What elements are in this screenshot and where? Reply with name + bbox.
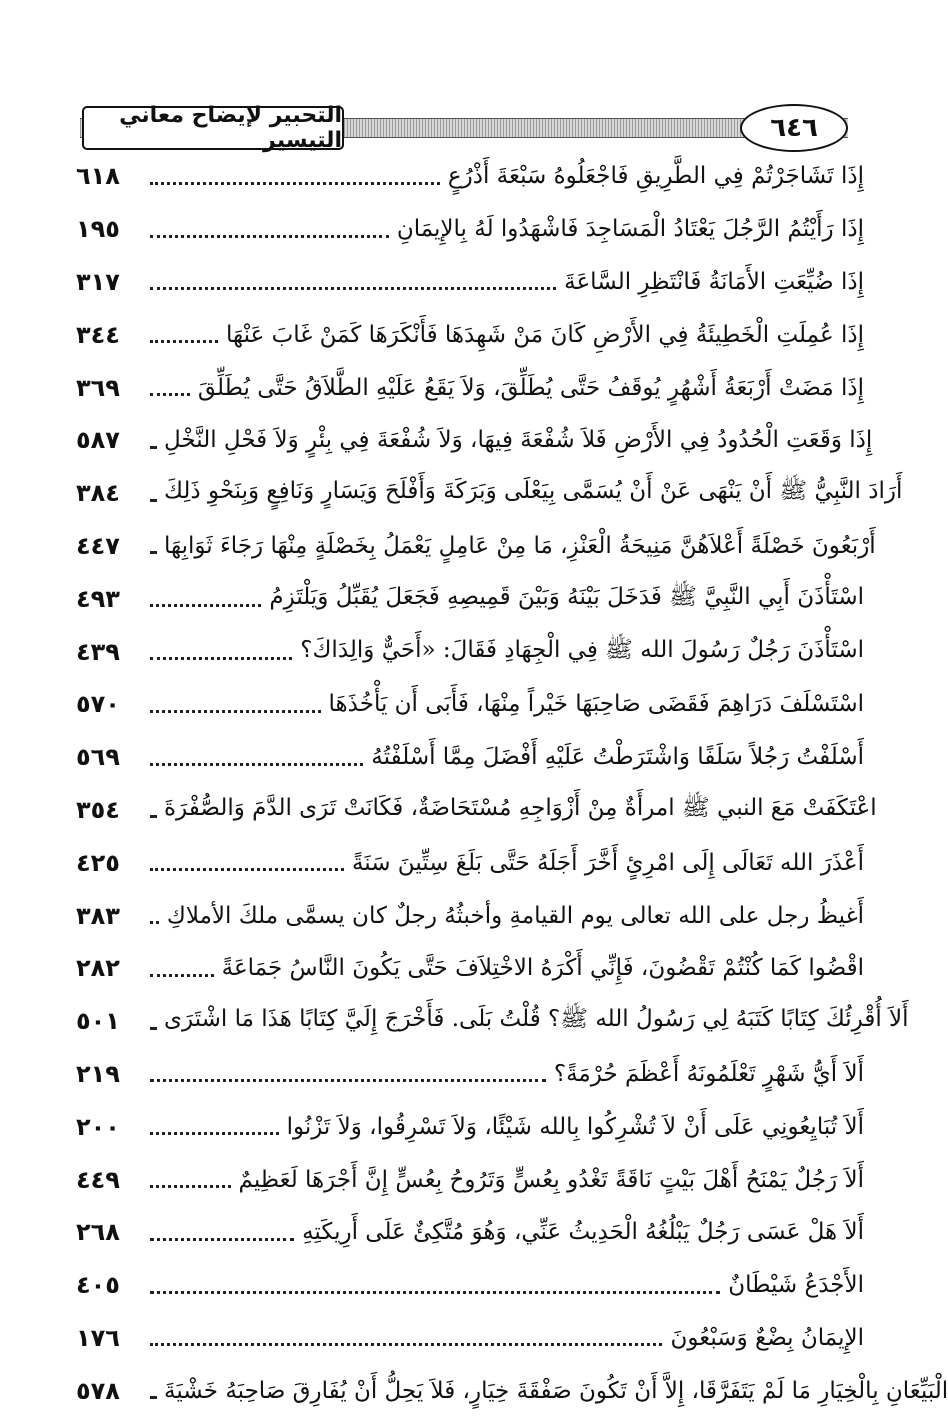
entry-page: ١٩٥ bbox=[76, 215, 120, 244]
page-number: ٦٤٦ bbox=[740, 104, 848, 152]
entry-page: ٥٦٩ bbox=[76, 743, 120, 772]
leader-dots bbox=[150, 1277, 720, 1294]
index-entry bbox=[76, 731, 864, 784]
index-entry bbox=[76, 1100, 864, 1153]
entry-text: إِذَا مَضَتْ أَرْبَعَةُ أَشْهُرٍ يُوقَفُ حَتَّى يُطَلِّقَ، وَلاَ يَقَعُ عَلَيْهِ الطَّلاَقُ حَتَّى يُطَلِّقَ bbox=[197, 374, 864, 401]
index-entry bbox=[76, 1153, 864, 1206]
index-entry bbox=[76, 784, 877, 837]
entry-page: ٦١٨ bbox=[76, 162, 120, 191]
leader-dots bbox=[150, 1382, 156, 1399]
leader-dots bbox=[150, 168, 440, 185]
leader-dots bbox=[150, 749, 363, 766]
index-entry bbox=[76, 308, 864, 361]
entry-page: ٤٢٥ bbox=[76, 848, 120, 877]
entry-text: أَغيظُ رجل على الله تعالى يوم القيامةِ وأخبثُهُ رجلٌ كان يسمَّى ملكَ الأملاكِ bbox=[166, 902, 864, 929]
leader-dots bbox=[150, 801, 156, 818]
leader-dots bbox=[150, 537, 156, 554]
entry-page: ٣٦٩ bbox=[76, 373, 120, 402]
leader-dots bbox=[150, 432, 156, 449]
index-entry bbox=[76, 203, 864, 256]
entry-text: إِذَا ضُيِّعَتِ الأَمَانَةُ فَانْتَظِرِ السَّاعَةَ bbox=[564, 268, 864, 295]
index-entry bbox=[76, 520, 876, 573]
leader-dots bbox=[150, 273, 556, 290]
index-entry bbox=[76, 995, 909, 1048]
entry-text: اسْتَسْلَفَ دَرَاهِمَ فَقَضَى صَاحِبَهَا خَيْراً مِنْهَا، فَأَبَى أَن يَأْخُذَهَا bbox=[328, 691, 864, 718]
entry-text: أَسْلَفْتُ رَجُلاً سَلَفًا وَاشْتَرَطْتُ عَلَيْهِ أَفْضَلَ مِمَّا أَسْلَفْتُهُ bbox=[371, 744, 864, 771]
entry-page: ٢٨٢ bbox=[76, 954, 120, 983]
entry-text: أَرَادَ النَّبِيُّ ﷺ أَنْ يَنْهَى عَنْ أَنْ يُسَمَّى بِيَعْلَى وَبَرَكَةَ وَأَفْلَحَ وَيَسَارٍ وَنَافِعٍ وَبِنَحْوِ ذَلِكَ bbox=[164, 478, 903, 505]
entry-text: أَلاَ تُبَايِعُونِي عَلَى أَنْ لاَ تُشْرِكُوا بِالله شَيْئًا، وَلاَ تَسْرِقُوا، وَلاَ تَزْنُوا bbox=[286, 1113, 864, 1140]
index-entry bbox=[76, 1206, 864, 1259]
entry-page: ٥٨٧ bbox=[76, 426, 120, 455]
leader-dots bbox=[150, 485, 156, 502]
entry-page: ٣٥٤ bbox=[76, 795, 120, 824]
entry-text: اعْتَكَفَتْ مَعَ النبي ﷺ امرأَةٌ مِنْ أَزْوَاجِهِ مُسْتَحَاضَةٌ، فَكَانَتْ تَرَى الدَّمَ وَالصُّفْرَةَ bbox=[164, 794, 877, 821]
entry-text: أَلاَ أُقْرِئُكَ كِتَابًا كَتَبَهُ لِي رَسُولُ الله ﷺ؟ قُلْتُ بَلَى. فَأَخْرَجَ إِلَيَّ كِتَابًا هَذَا مَا اشْتَرَى bbox=[164, 1006, 909, 1033]
entry-text: إِذَا رَأَيْتُمُ الرَّجُلَ يَعْتَادُ الْمَسَاجِدَ فَاشْهَدُوا لَهُ بِالإِيمَانِ bbox=[396, 216, 864, 243]
entry-text: أَعْذَرَ الله تَعَالَى إِلَى امْرِئٍ أَخَّرَ أَجَلَهُ حَتَّى بَلَغَ سِتِّينَ سَنَةً bbox=[351, 849, 864, 876]
entry-page: ٤٤٧ bbox=[76, 531, 120, 560]
entry-page: ٤٣٩ bbox=[76, 637, 120, 666]
entry-page: ٢١٩ bbox=[76, 1059, 120, 1088]
leader-dots bbox=[150, 379, 190, 396]
entry-page: ٤٩٣ bbox=[76, 584, 120, 613]
leader-dots bbox=[150, 907, 159, 924]
entry-page: ١٧٦ bbox=[76, 1323, 120, 1352]
entry-text: الأَجْدَعُ شَيْطَانٌ bbox=[728, 1272, 864, 1299]
entry-page: ٢٠٠ bbox=[76, 1112, 120, 1141]
entry-page: ٥٧٠ bbox=[76, 690, 120, 719]
leader-dots bbox=[150, 960, 214, 977]
entry-page: ٣٤٤ bbox=[76, 320, 120, 349]
entry-page: ٣١٧ bbox=[76, 267, 120, 296]
entry-text: أَلاَ رَجُلٌ يَمْنَحُ أَهْلَ بَيْتٍ نَاقَةً تَغْدُو بِعُسٍّ وَتَرُوحُ بِعُسٍّ إِنَّ أَجْرَهَا لَعَظِيمٌ bbox=[238, 1166, 864, 1193]
entry-page: ٣٨٤ bbox=[76, 479, 120, 508]
index-entry bbox=[76, 1364, 948, 1417]
index-entry bbox=[76, 467, 903, 520]
entry-page: ٤٤٩ bbox=[76, 1165, 120, 1194]
leader-dots bbox=[150, 1224, 294, 1241]
entry-text: أَرْبَعُونَ خَصْلَةً أَعْلاَهُنَّ مَنِيحَةُ الْعَنْزِ، مَا مِنْ عَامِلٍ يَعْمَلُ بِخَصْلَةٍ مِنْهَا رَجَاءَ ثَوَابِهَا bbox=[164, 532, 876, 559]
leader-dots bbox=[150, 590, 261, 607]
leader-dots bbox=[150, 643, 292, 660]
entry-text: الْبَيِّعَانِ بِالْخِيَارِ مَا لَمْ يَتَفَرَّقَا، إِلاَّ أَنْ تَكُونَ صَفْقَةَ خِيَارٍ، فَلاَ يَحِلُّ أَنْ يُفَارِقَ صَاحِبَهُ خَشْيَةَ bbox=[164, 1377, 948, 1404]
leader-dots bbox=[150, 1329, 662, 1346]
leader-dots bbox=[150, 1118, 279, 1135]
entry-page: ٥٧٨ bbox=[76, 1376, 120, 1405]
entry-text: اقْضُوا كَمَا كُنْتُمْ تَقْضُونَ، فَإِنِّي أَكْرَهُ الاخْتِلاَفَ حَتَّى يَكُونَ النَّاسُ جَمَاعَةً bbox=[221, 955, 864, 982]
entry-page: ٥٠١ bbox=[76, 1007, 120, 1036]
leader-dots bbox=[150, 854, 344, 871]
book-title: التحبير لإيضاح معاني التيسير bbox=[82, 106, 344, 150]
index-list bbox=[76, 150, 948, 1417]
leader-dots bbox=[150, 1171, 231, 1188]
leader-dots bbox=[150, 1013, 156, 1030]
entry-text: إِذَا وَقَعَتِ الْحُدُودُ فِي الأَرْضِ فَلاَ شُفْعَةَ فِيهَا، وَلاَ شُفْعَةَ فِي بِئْرٍ وَلاَ فَحْلِ النَّخْلِ bbox=[164, 427, 873, 454]
entry-text: اسْتَأْذَنَ رَجُلٌ رَسُولَ الله ﷺ فِي الْجِهَادِ فَقَالَ: «أَحَيٌّ وَالِدَاكَ؟ bbox=[300, 636, 864, 663]
entry-page: ٢٦٨ bbox=[76, 1218, 120, 1247]
index-entry bbox=[76, 1259, 864, 1312]
index-entry bbox=[76, 889, 864, 942]
leader-dots bbox=[150, 1065, 546, 1082]
index-entry bbox=[76, 1312, 864, 1365]
index-entry bbox=[76, 625, 864, 678]
index-entry bbox=[76, 678, 864, 731]
index-entry bbox=[76, 942, 864, 995]
leader-dots bbox=[150, 221, 389, 238]
leader-dots bbox=[150, 326, 218, 343]
index-entry bbox=[76, 361, 864, 414]
entry-text: إِذَا تَشَاجَرْتُمْ فِي الطَّرِيقِ فَاجْعَلُوهُ سَبْعَةَ أَذْرُعٍ bbox=[447, 163, 864, 190]
entry-text: أَلاَ هَلْ عَسَى رَجُلٌ يَبْلُغُهُ الْحَدِيثُ عَنِّي، وَهُوَ مُتَّكِئٌ عَلَى أَرِيكَتِهِ bbox=[302, 1219, 864, 1246]
index-entry bbox=[76, 1048, 864, 1101]
entry-text: أَلاَ أَيُّ شَهْرٍ تَعْلَمُونَهُ أَعْظَمَ حُرْمَةً؟ bbox=[553, 1060, 864, 1087]
entry-page: ٤٠٥ bbox=[76, 1271, 120, 1300]
index-entry bbox=[76, 256, 864, 309]
entry-text: إِذَا عُمِلَتِ الْخَطِيئَةُ فِي الأَرْضِ كَانَ مَنْ شَهِدَهَا فَأَنْكَرَهَا كَمَنْ غَابَ عَنْهَا bbox=[226, 321, 864, 348]
leader-dots bbox=[150, 696, 321, 713]
entry-text: اسْتَأْذَنَ أَبِي النَّبِيَّ ﷺ فَدَخَلَ بَيْنَهُ وَبَيْنَ قَمِيصِهِ فَجَعَلَ يُقَبِّلُ وَيَلْتَزِمُ bbox=[269, 583, 864, 610]
index-entry bbox=[76, 414, 873, 467]
index-entry bbox=[76, 572, 864, 625]
page-header bbox=[80, 104, 848, 152]
index-entry bbox=[76, 150, 864, 203]
index-entry bbox=[76, 836, 864, 889]
entry-text: الإِيمَانُ بِضْعٌ وَسَبْعُونَ bbox=[670, 1324, 864, 1351]
entry-page: ٣٨٣ bbox=[76, 901, 120, 930]
